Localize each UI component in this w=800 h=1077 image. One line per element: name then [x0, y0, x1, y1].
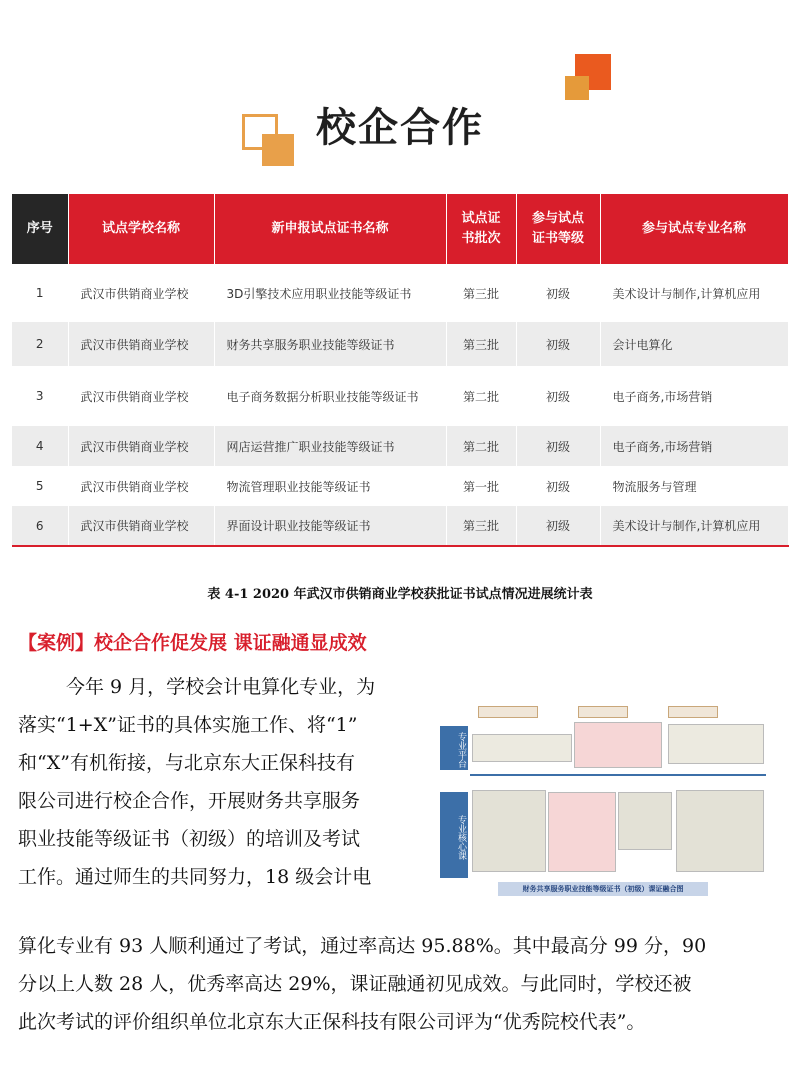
cell-no: 2: [12, 322, 68, 366]
cell-batch: 第二批: [446, 426, 516, 466]
table-row: [12, 466, 788, 506]
header-cert: 新申报试点证书名称: [214, 194, 446, 264]
cell-cert: 物流管理职业技能等级证书: [214, 466, 446, 506]
cell-cert: 财务共享服务职业技能等级证书: [214, 322, 446, 366]
header-batch-line2: 书批次: [461, 231, 501, 246]
diagram-box: [618, 792, 672, 850]
table-caption: 表 4-1 2020 年武汉市供销商业学校获批证书试点情况进展统计表: [207, 587, 593, 602]
paragraph-line: 算化专业有 93 人顺利通过了考试，通过率高达 95.88%。其中最高分 99 分，90: [18, 935, 707, 957]
cell-level: 初级: [516, 466, 600, 506]
page-title: 校企合作: [316, 105, 484, 151]
cell-school: 武汉市供销商业学校: [68, 322, 214, 366]
cell-batch: 第三批: [446, 322, 516, 366]
cell-level: 初级: [516, 322, 600, 366]
paragraph-line: 职业技能等级证书（初级）的培训及考试: [18, 828, 361, 850]
diagram-header-box: [668, 706, 718, 718]
diagram-box: [676, 790, 764, 872]
cell-level: 初级: [516, 426, 600, 466]
cell-batch: 第三批: [446, 264, 516, 322]
cell-level: 初级: [516, 264, 600, 322]
table-row: [12, 322, 788, 366]
table-row: [12, 264, 788, 322]
diagram-box: [472, 790, 546, 872]
table-row: [12, 426, 788, 466]
cell-major: 物流服务与管理: [600, 466, 788, 506]
case-paragraph-lower: [18, 927, 788, 1041]
cell-school: 武汉市供销商业学校: [68, 466, 214, 506]
table-header-row: [12, 194, 788, 264]
cell-no: 5: [12, 466, 68, 506]
diagram-box: [548, 792, 616, 872]
cell-cert: 网店运营推广职业技能等级证书: [214, 426, 446, 466]
course-cert-diagram: [438, 702, 768, 900]
table-row: [12, 506, 788, 546]
paragraph-line: 此次考试的评价组织单位北京东大正保科技有限公司评为“优秀院校代表”。: [18, 1011, 646, 1033]
header-major: 参与试点专业名称: [600, 194, 788, 264]
cell-school: 武汉市供销商业学校: [68, 506, 214, 546]
cell-no: 1: [12, 264, 68, 322]
cell-school: 武汉市供销商业学校: [68, 366, 214, 426]
cell-major: 会计电算化: [600, 322, 788, 366]
cell-major: 电子商务,市场营销: [600, 426, 788, 466]
case-title: 【案例】校企合作促发展 课证融通显成效: [18, 632, 367, 654]
case-paragraph-upper: [18, 668, 428, 896]
cell-cert: 3D引擎技术应用职业技能等级证书: [214, 264, 446, 322]
cell-no: 6: [12, 506, 68, 546]
paragraph-line: 限公司进行校企合作，开展财务共享服务: [18, 790, 361, 812]
paragraph-line: 今年 9 月，学校会计电算化专业，为: [66, 676, 376, 698]
cell-school: 武汉市供销商业学校: [68, 264, 214, 322]
cell-no: 4: [12, 426, 68, 466]
header-level-line2: 证书等级: [531, 231, 584, 246]
cell-level: 初级: [516, 506, 600, 546]
cell-major: 美术设计与制作,计算机应用: [600, 264, 788, 322]
header-school: 试点学校名称: [68, 194, 214, 264]
diagram-label-platform: 专业平台: [440, 726, 468, 770]
cell-no: 3: [12, 366, 68, 426]
cell-major: 电子商务,市场营销: [600, 366, 788, 426]
table-row: [12, 366, 788, 426]
cell-batch: 第二批: [446, 366, 516, 426]
paragraph-line: 落实“1+X”证书的具体实施工作、将“1”: [18, 714, 358, 736]
cell-batch: 第三批: [446, 506, 516, 546]
diagram-box: [668, 724, 764, 764]
paragraph-line: 和“X”有机衔接，与北京东大正保科技有: [18, 752, 355, 774]
diagram-box: [472, 734, 572, 762]
cell-cert: 界面设计职业技能等级证书: [214, 506, 446, 546]
cell-school: 武汉市供销商业学校: [68, 426, 214, 466]
cell-cert: 电子商务数据分析职业技能等级证书: [214, 366, 446, 426]
cell-level: 初级: [516, 366, 600, 426]
diagram-box: [574, 722, 662, 768]
paragraph-line: 分以上人数 28 人，优秀率高达 29%，课证融通初见成效。与此同时，学校还被: [18, 973, 692, 995]
diagram-caption: 财务共享服务职业技能等级证书（初级）课证融合图: [498, 882, 708, 896]
diagram-header-box: [578, 706, 628, 718]
header-batch: [446, 194, 516, 264]
pilot-table: [12, 194, 789, 547]
header-no: 序号: [12, 194, 68, 264]
header-batch-line1: 试点证: [461, 211, 501, 226]
cell-major: 美术设计与制作,计算机应用: [600, 506, 788, 546]
diagram-header-box: [478, 706, 538, 718]
paragraph-line: 工作。通过师生的共同努力，18 级会计电: [18, 866, 372, 888]
header-level: [516, 194, 600, 264]
header-level-line1: 参与试点: [531, 211, 584, 226]
diagram-label-core: 专业核心课: [440, 792, 468, 878]
diagram-divider: [470, 774, 766, 776]
cell-batch: 第一批: [446, 466, 516, 506]
